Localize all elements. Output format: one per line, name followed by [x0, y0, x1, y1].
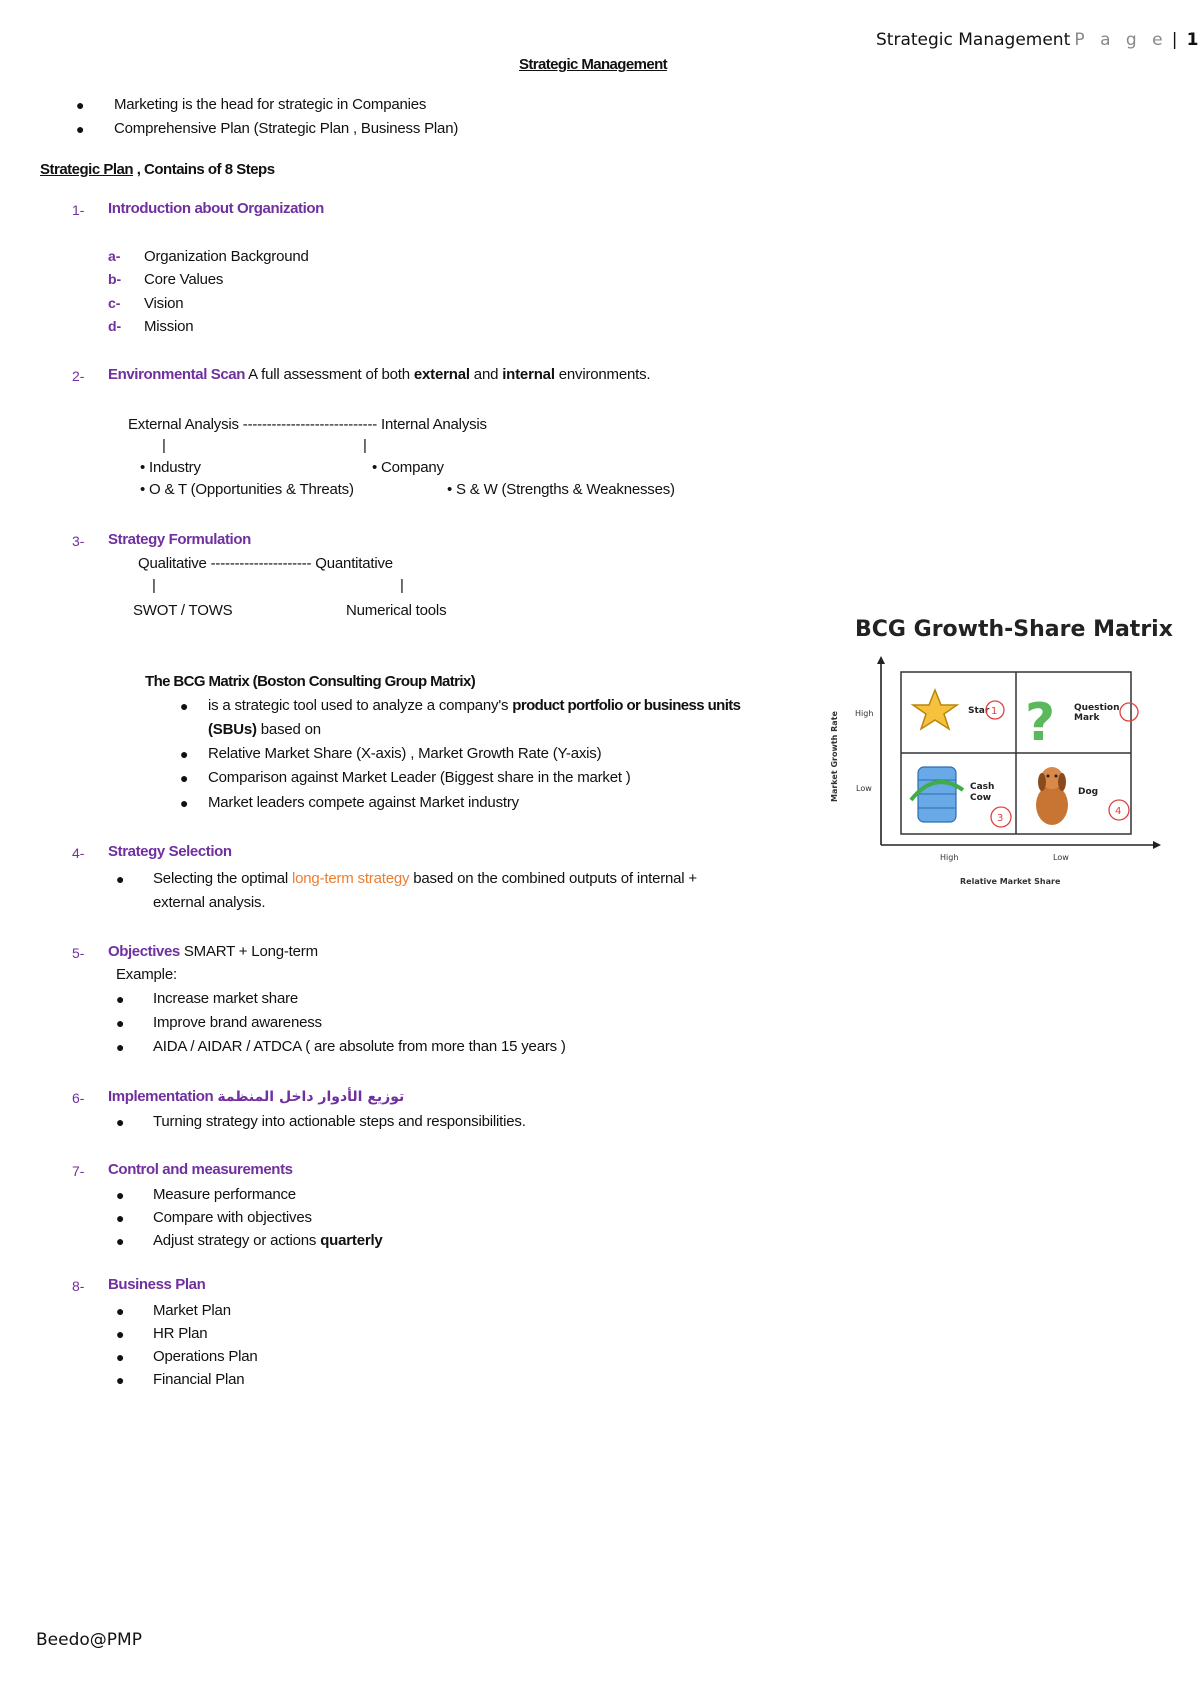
x-axis-title: Relative Market Share: [960, 877, 1061, 886]
step4-text: Selecting the optimal: [153, 870, 293, 887]
step-title: Introduction about Organization: [108, 200, 324, 217]
annotation-4: 4: [1115, 806, 1122, 817]
bcg-bullet: Market leaders compete against Market industry: [208, 794, 519, 811]
list-item: Market Plan: [153, 1302, 231, 1319]
step-title: Strategy Selection: [108, 843, 232, 860]
bcg-bullet: [208, 697, 740, 714]
bcg-bullet: Relative Market Share (X-axis) , Market Growth Rate (Y-axis): [208, 745, 602, 762]
step4-bullet: [153, 870, 697, 887]
strategic-plan-heading-rest: , Contains of 8 Steps: [133, 161, 275, 178]
bcg-bullet-text: is a strategic tool used to analyze a company's: [208, 697, 513, 714]
step-number: 8-: [72, 1278, 85, 1294]
quadrant-dog-label: Dog: [1078, 787, 1099, 797]
bullet-glyph: ●: [116, 1015, 125, 1031]
bcg-matrix-figure: [825, 650, 1165, 900]
x-low-label: Low: [1053, 853, 1069, 862]
bcg-bullet-bold: product portfolio or business units: [512, 697, 741, 714]
list-item: Vision: [144, 295, 184, 312]
step-number: 7-: [72, 1163, 85, 1179]
quadrant-cash-label-1: Cash: [970, 782, 995, 792]
y-high-label: High: [855, 709, 874, 718]
step6-line: [108, 1088, 404, 1105]
list-item: AIDA / AIDAR / ATDCA ( are absolute from more than 15 years ): [153, 1038, 566, 1055]
step-number: 1-: [72, 202, 85, 218]
numerical-label: Numerical tools: [346, 602, 447, 619]
step-number: 6-: [72, 1090, 85, 1106]
step4-bullet-cont: external analysis.: [153, 894, 266, 911]
header-title: Strategic Management: [876, 30, 1071, 50]
bullet-glyph: ●: [76, 97, 85, 113]
bullet-glyph: ●: [116, 1303, 125, 1319]
page-header: [876, 30, 1198, 50]
bullet-glyph: ●: [116, 1039, 125, 1055]
list-letter: c-: [108, 295, 121, 311]
bullet-glyph: ●: [116, 1372, 125, 1388]
list-item: [153, 1232, 383, 1249]
step2-desc: and: [469, 366, 503, 383]
bullet-glyph: ●: [180, 795, 189, 811]
internal-item: • S & W (Strengths & Weaknesses): [447, 481, 675, 498]
step2-desc: A full assessment of both: [245, 366, 414, 383]
bullet-glyph: ●: [180, 746, 189, 762]
step-title: Environmental Scan: [108, 366, 246, 383]
list-item-text: Adjust strategy or actions: [153, 1232, 321, 1249]
step6-arabic: توزيع الأدوار داخل المنظمة: [217, 1089, 405, 1105]
annotation-circle: [1120, 703, 1138, 721]
bullet-glyph: ●: [116, 1114, 125, 1130]
quadrant-star-label: Star: [968, 706, 990, 716]
bullet-glyph: ●: [76, 121, 85, 137]
step-title: Objectives: [108, 943, 180, 960]
bullet-glyph: ●: [116, 1187, 125, 1203]
bcg-heading: The BCG Matrix (Boston Consulting Group Matrix): [145, 673, 476, 690]
bullet-glyph: ●: [180, 698, 189, 714]
step-title: Control and measurements: [108, 1161, 293, 1178]
external-item: • O & T (Opportunities & Threats): [140, 481, 354, 498]
qualitative-line: Qualitative --------------------- Quantitative: [138, 555, 393, 572]
step2-line: [108, 366, 650, 383]
bullet-glyph: ●: [180, 770, 189, 786]
star-icon: [913, 690, 957, 729]
list-item: Mission: [144, 318, 194, 335]
list-letter: a-: [108, 248, 121, 264]
list-item: Operations Plan: [153, 1348, 258, 1365]
step2-desc: environments.: [554, 366, 651, 383]
pipe: |: [162, 437, 166, 454]
step4-text: based on the combined outputs of internal +: [409, 870, 697, 887]
cash-cow-icon: [911, 767, 963, 822]
list-item: Core Values: [144, 271, 224, 288]
bcg-bullet-cont: [208, 721, 321, 738]
step4-highlight: long-term strategy: [292, 870, 410, 887]
analysis-line: External Analysis ---------------------------- Internal Analysis: [128, 416, 487, 433]
annotation-1: 1: [991, 706, 998, 717]
bcg-bullet-text: based on: [256, 721, 321, 738]
list-item: Financial Plan: [153, 1371, 245, 1388]
step-number: 2-: [72, 368, 85, 384]
list-letter: b-: [108, 271, 122, 287]
bcg-bullet-bold: (SBUs): [208, 721, 257, 738]
footer-signature: Beedo@PMP: [36, 1630, 142, 1650]
list-item: Improve brand awareness: [153, 1014, 322, 1031]
header-separator: |: [1171, 30, 1183, 50]
x-high-label: High: [940, 853, 959, 862]
internal-item: • Company: [372, 459, 444, 476]
step5-line: [108, 943, 318, 960]
list-item: Organization Background: [144, 248, 309, 265]
step-number: 4-: [72, 845, 85, 861]
quadrant-cash-label-2: Cow: [970, 793, 992, 803]
pipe: |: [363, 437, 367, 454]
y-axis-title: Market Growth Rate: [830, 711, 839, 802]
list-item-bold: quarterly: [320, 1232, 383, 1249]
intro-bullet: Marketing is the head for strategic in Companies: [114, 96, 427, 113]
list-item: Turning strategy into actionable steps and responsibilities.: [153, 1113, 526, 1130]
strategic-plan-heading-underlined: Strategic Plan: [40, 161, 134, 178]
x-axis-arrow: [1153, 841, 1161, 849]
bullet-glyph: ●: [116, 1210, 125, 1226]
list-item: Increase market share: [153, 990, 299, 1007]
step2-bold-internal: internal: [502, 366, 555, 383]
list-item: HR Plan: [153, 1325, 208, 1342]
dog-icon: [1036, 767, 1068, 825]
swot-label: SWOT / TOWS: [133, 602, 233, 619]
bcg-bullet: Comparison against Market Leader (Biggest share in the market ): [208, 769, 631, 786]
step-number: 3-: [72, 533, 85, 549]
list-item: Compare with objectives: [153, 1209, 312, 1226]
external-item: • Industry: [140, 459, 201, 476]
pipe: |: [152, 577, 156, 594]
step2-bold-external: external: [413, 366, 470, 383]
strategic-plan-heading: [40, 161, 275, 178]
bcg-figure-title: BCG Growth-Share Matrix: [855, 617, 1173, 642]
bullet-glyph: ●: [116, 1326, 125, 1342]
document-title: Strategic Management: [519, 56, 668, 73]
header-page-label: P a g e: [1074, 30, 1168, 50]
step-title: Implementation: [108, 1088, 214, 1105]
y-axis-arrow: [877, 656, 885, 664]
y-low-label: Low: [856, 784, 872, 793]
quadrant-question-label-2: Mark: [1074, 713, 1100, 723]
step-number: 5-: [72, 945, 85, 961]
intro-bullet: Comprehensive Plan (Strategic Plan , Business Plan): [114, 120, 459, 137]
step-title: Strategy Formulation: [108, 531, 251, 548]
step5-rest: SMART + Long-term: [179, 943, 318, 960]
list-letter: d-: [108, 318, 122, 334]
bullet-glyph: ●: [116, 1349, 125, 1365]
header-page-number: 1: [1186, 30, 1199, 50]
pipe: |: [400, 577, 404, 594]
example-label: Example:: [116, 966, 177, 983]
step-title: Business Plan: [108, 1276, 206, 1293]
quadrant-question-label-1: Question: [1074, 703, 1120, 713]
question-mark-icon: ?: [1025, 693, 1056, 753]
bullet-glyph: ●: [116, 1233, 125, 1249]
annotation-3: 3: [997, 813, 1004, 824]
bullet-glyph: ●: [116, 871, 125, 887]
bullet-glyph: ●: [116, 991, 125, 1007]
list-item: Measure performance: [153, 1186, 296, 1203]
